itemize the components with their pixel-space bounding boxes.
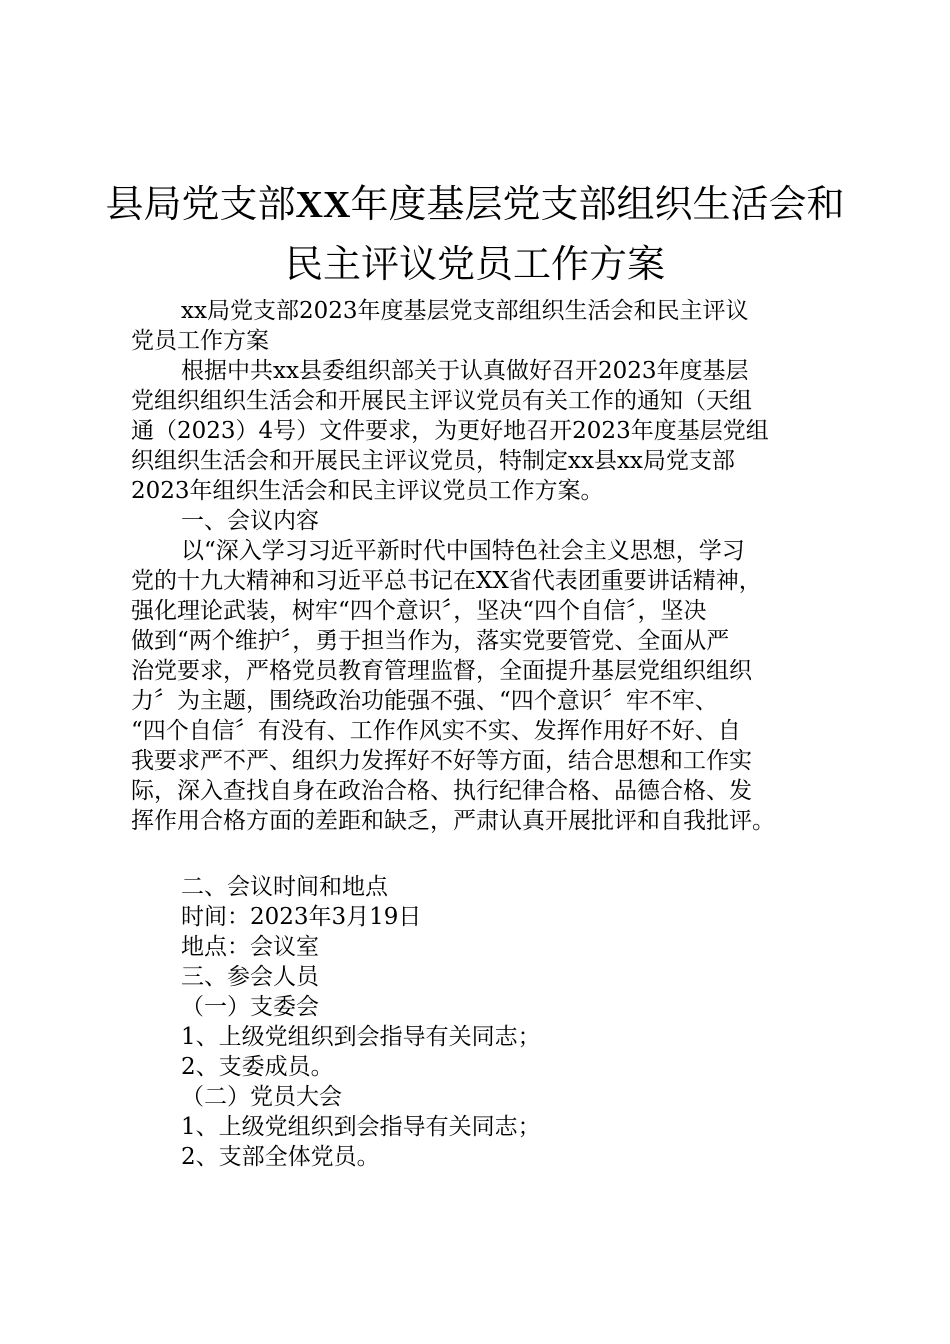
paragraph-gap — [131, 836, 821, 872]
section1-paragraph — [131, 536, 821, 836]
subsection-heading: （二）党员大会 — [181, 1084, 342, 1110]
subtitle-paragraph — [131, 296, 821, 356]
intro-paragraph — [131, 356, 821, 506]
section-heading: 二、会议时间和地点 — [181, 874, 388, 900]
text-line: “四个自信〞有没有、工作作风实不实、发挥作用好不好、自 — [131, 718, 741, 744]
section-heading: 三、参会人员 — [181, 964, 319, 990]
text-line: 党员工作方案 — [131, 328, 269, 354]
text-line: 我要求严不严、组织力发挥好不好等方面，结合思想和工作实 — [131, 748, 752, 774]
document-body — [131, 296, 821, 1172]
meeting-location: 地点：会议室 — [181, 934, 319, 960]
list-item: 1、上级党组织到会指导有关同志； — [181, 1024, 541, 1050]
text-line: 治党要求，严格党员教育管理监督，全面提升基层党组织组织 — [131, 658, 752, 684]
text-line: 挥作用合格方面的差距和缺乏，严肃认真开展批评和自我批评。 — [131, 808, 775, 834]
document-title-line-1: 县局党支部XX年度基层党支部组织生活会和 — [105, 182, 845, 226]
text-line: 际，深入查找自身在政治合格、执行纪律合格、品德合格、发 — [131, 778, 752, 804]
list-item: 2、支委成员。 — [181, 1054, 334, 1080]
text-line: 根据中共xx县委组织部关于认真做好召开2023年度基层 — [181, 358, 749, 384]
text-line: 党组织组织生活会和开展民主评议党员有关工作的通知（天组 — [131, 388, 752, 414]
section2-list — [131, 872, 821, 1172]
section-heading: 一、会议内容 — [181, 508, 319, 534]
text-line: 做到“两个维护〞，勇于担当作为，落实党要管党、全面从严 — [131, 628, 730, 654]
list-item: 1、上级党组织到会指导有关同志； — [181, 1114, 541, 1140]
document-title-line-2: 民主评议党员工作方案 — [284, 242, 665, 286]
list-item: 2、支部全体党员。 — [181, 1144, 380, 1170]
text-line: 2023年组织生活会和民主评议党员工作方案。 — [131, 478, 604, 504]
text-line: 通（2023）4号）文件要求，为更好地召开2023年度基层党组 — [131, 418, 769, 444]
text-line: 以“深入学习习近平新时代中国特色社会主义思想，学习 — [181, 538, 745, 564]
text-line: 织组织生活会和开展民主评议党员，特制定xx县xx局党支部 — [131, 448, 735, 474]
subsection-heading: （一）支委会 — [181, 994, 319, 1020]
text-line: xx局党支部2023年度基层党支部组织生活会和民主评议 — [181, 298, 749, 324]
meeting-time: 时间：2023年3月19日 — [181, 904, 422, 930]
text-line: 党的十九大精神和习近平总书记在XX省代表团重要讲话精神， — [131, 568, 762, 594]
text-line: 强化理论武装，树牢“四个意识〞，坚决“四个自信〞，坚决 — [131, 598, 707, 624]
text-line: 力〞为主题，围绕政治功能强不强、“四个意识〞牢不牢、 — [131, 688, 718, 714]
